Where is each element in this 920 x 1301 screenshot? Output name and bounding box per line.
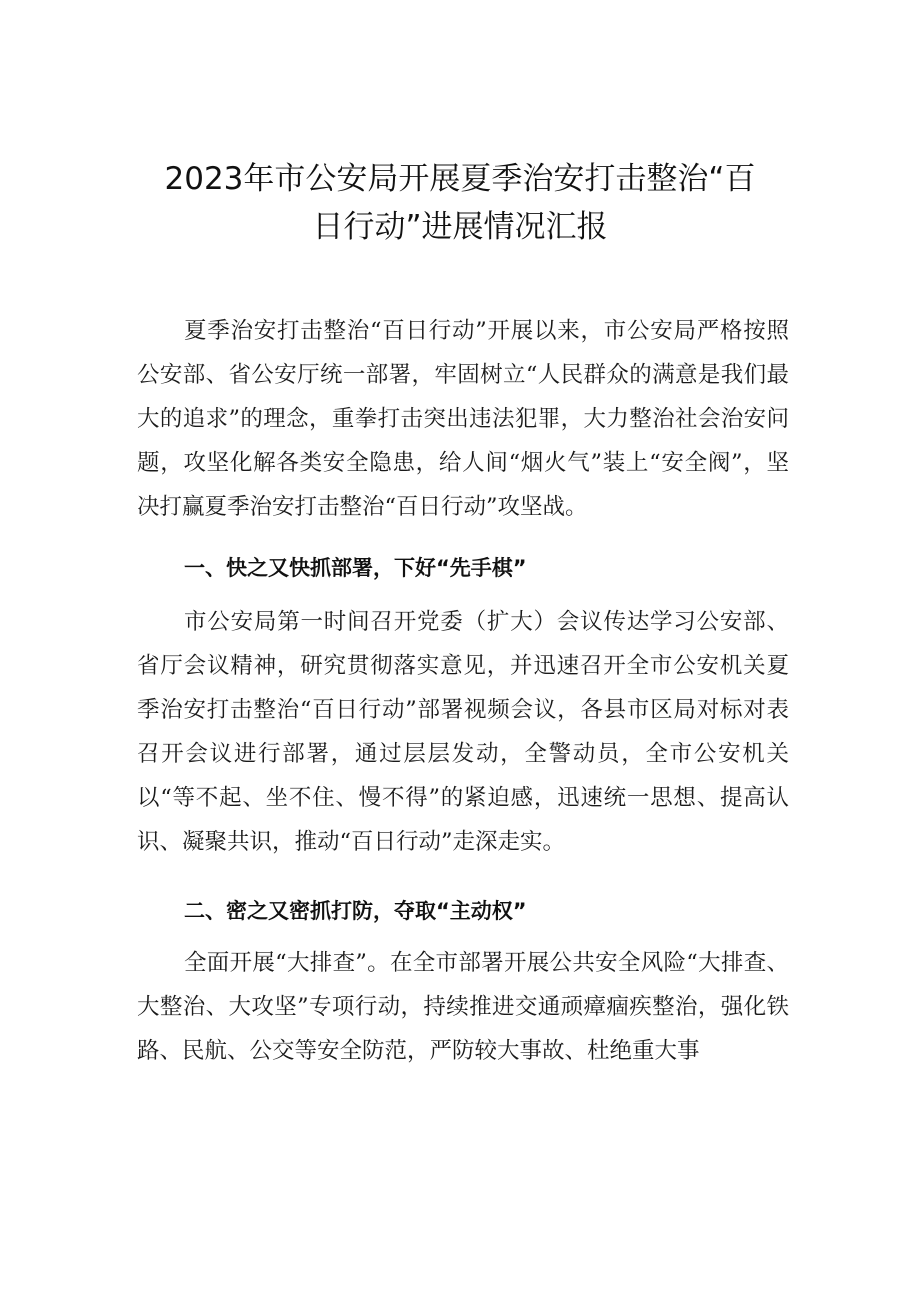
title-line-1: 2023年市公安局开展夏季治安打击整治“百: [164, 161, 756, 197]
intro-paragraph: 夏季治安打击整治“百日行动”开展以来，市公安局严格按照公安部、省公安厅统一部署，牢固树立“人民群众的满意是我们最大的追求”的理念，重拳打击突出违法犯罪，大力整治社会治安问题，攻坚化解各类安全隐患，给人间“烟火气”装上“安全阀”，坚决打赢夏季治安打击整治“百日行动”攻坚战。: [137, 318, 789, 520]
section-1-paragraph: 市公安局第一时间召开党委（扩大）会议传达学习公安部、省厅会议精神，研究贯彻落实意见，并迅速召开全市公安机关夏季治安打击整治“百日行动”部署视频会议，各县市区局对标对表召开会议进行部署，通过层层发动，全警动员，全市公安机关以“等不起、坐不住、慢不得”的紧迫感，迅速统一思想、提高认识、凝聚共识，推动“百日行动”走深走实。: [137, 609, 789, 855]
section-2-heading: 二、密之又密抓打防，夺取“主动权”: [184, 899, 527, 923]
document-title: [120, 155, 800, 251]
section-2-paragraph: 全面开展“大排查”。在全市部署开展公共安全风险“大排查、大整治、大攻坚”专项行动，持续推进交通顽瘴痼疾整治，强化铁路、民航、公交等安全防范，严防较大事故、杜绝重大事: [137, 950, 789, 1064]
title-line-2: 日行动”进展情况汇报: [312, 209, 608, 245]
section-1-heading: 一、快之又快抓部署，下好“先手棋”: [184, 556, 527, 580]
